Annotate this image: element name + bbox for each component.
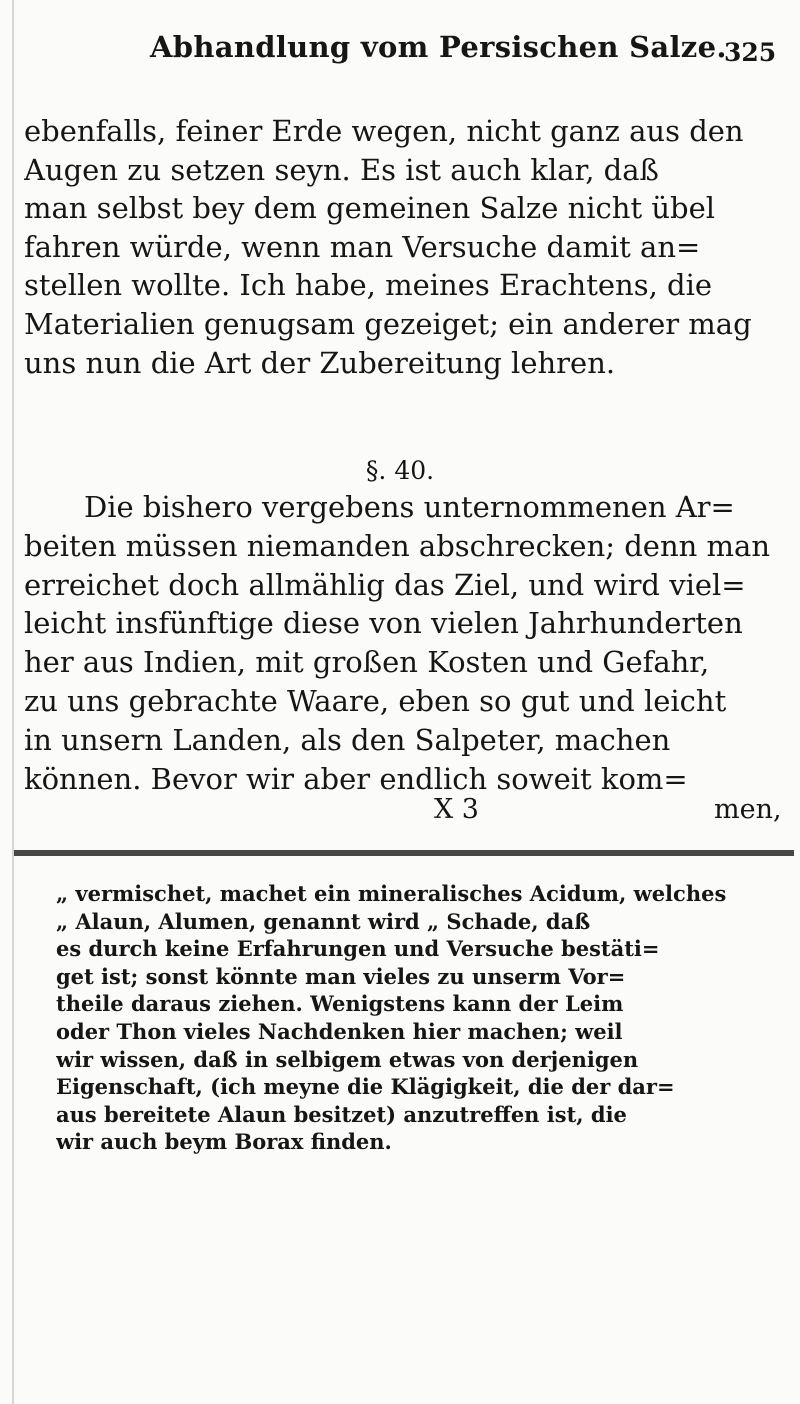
catchword: men, (714, 794, 782, 825)
text-line: Augen zu setzen seyn. Es ist auch klar, daß (24, 152, 659, 187)
footnote (56, 880, 800, 1156)
text-line: leicht insfünftige diese von vielen Jahrhunderten (24, 606, 743, 641)
signature-mark: X 3 (434, 794, 479, 825)
text-line: man selbst bey dem gemeinen Salze nicht übel (24, 191, 716, 226)
text-line: zu uns gebrachte Waare, eben so gut und leicht (24, 683, 727, 718)
footnote-line: „ vermischet, machet ein mineralisches Acidum, welches (56, 881, 727, 906)
running-head: Abhandlung vom Persischen Salze. (150, 30, 727, 64)
footnote-rule (14, 850, 794, 856)
footnote-line: oder Thon vieles Nachdenken hier machen; weil (56, 1018, 623, 1044)
footnote-line: Eigenschaft, (ich meyne die Klägigkeit, die der dar= (56, 1074, 675, 1100)
main-paragraph (24, 112, 794, 382)
text-line: in unsern Landen, als den Salpeter, machen (24, 722, 671, 757)
footnote-line: aus bereitete Alaun besitzet) anzutreffen ist, die (56, 1101, 627, 1127)
footnote-line: get ist; sonst könnte man vieles zu unserm Vor= (56, 963, 626, 989)
section-heading: §. 40. (365, 456, 435, 485)
text-line: Die bishero vergebens unternommenen Ar= (84, 490, 735, 524)
footnote-line: wir wissen, daß in selbigem etwas von derjenigen (56, 1046, 639, 1072)
footnote-line: es durch keine Erfahrungen und Versuche bestäti= (56, 936, 660, 962)
gutter-shadow (12, 0, 14, 1404)
text-line: uns nun die Art der Zubereitung lehren. (24, 345, 616, 380)
text-line: Materialien genugsam gezeiget; ein anderer mag (24, 306, 752, 341)
text-line: können. Bevor wir aber endlich soweit kom= (24, 761, 688, 796)
text-line: stellen wollte. Ich habe, meines Erachtens, die (24, 268, 713, 303)
footnote-line: theile daraus ziehen. Wenigstens kann der Leim (56, 991, 624, 1017)
text-line: ebenfalls, feiner Erde wegen, nicht ganz aus den (24, 114, 744, 148)
text-line: her aus Indien, mit großen Kosten und Gefahr, (24, 645, 710, 680)
footnote-line: „ Alaun, Alumen, genannt wird „ Schade, daß (56, 908, 591, 934)
page-number: 325 (724, 38, 777, 67)
page-footer-line (24, 792, 784, 828)
footnote-line: wir auch beym Borax finden. (56, 1129, 392, 1155)
section-paragraph (24, 488, 794, 798)
text-line: erreichet doch allmählig das Ziel, und wird viel= (24, 567, 746, 602)
text-line: beiten müssen niemanden abschrecken; denn man (24, 528, 770, 563)
text-line: fahren würde, wenn man Versuche damit an= (24, 229, 701, 264)
